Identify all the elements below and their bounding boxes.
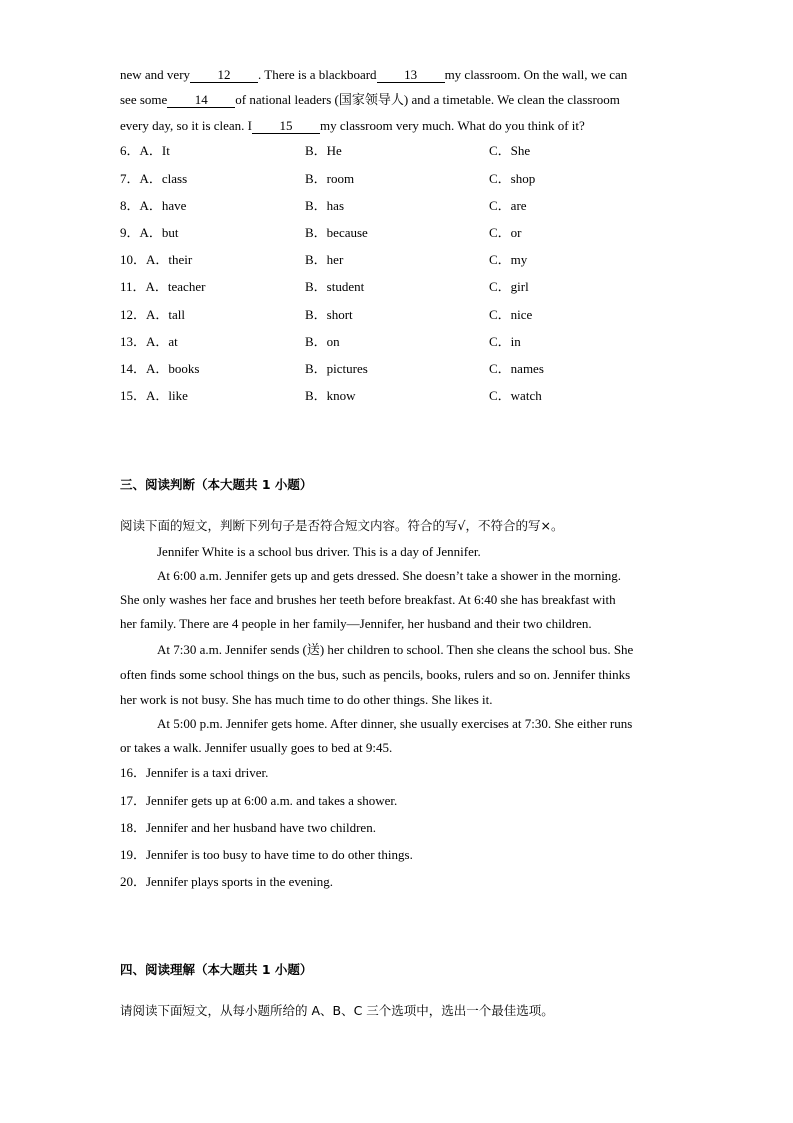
section-heading: 三、阅读判断（本大题共 1 小题） [120,477,313,492]
option-a: 9．A．but [120,225,179,240]
question-item: 18．Jennifer and her husband have two children. [120,820,376,835]
option-a: 13．A．at [120,334,178,349]
paragraph-line: Jennifer White is a school bus driver. This is a day of Jennifer. [157,544,481,559]
passage-line-2 [120,91,620,109]
paragraph-line: At 5:00 p.m. Jennifer gets home. After dinner, she usually exercises at 7:30. She either runs [157,716,633,731]
option-row [120,360,680,378]
option-row [120,224,680,242]
paragraph-line: her family. There are 4 people in her family—Jennifer, her husband and their two children. [120,616,592,631]
option-c: C．my [489,252,528,267]
question-item: 20．Jennifer plays sports in the evening. [120,874,334,889]
passage-text: new and very [120,67,191,82]
option-b: B．her [305,252,344,267]
option-c: C．She [489,143,531,158]
question-item: 19．Jennifer is too busy to have time to do other things. [120,847,413,862]
option-row [120,333,680,351]
blank-15: 15 [252,119,320,134]
option-a: 15．A．like [120,388,188,403]
option-row [120,387,680,405]
option-a: 8．A．have [120,198,187,213]
option-a: 10．A．their [120,252,193,267]
passage-line-3 [120,117,585,135]
passage-text: my classroom. On the wall, we can [444,67,628,82]
paragraph-line: her work is not busy. She has much time to do other things. She likes it. [120,692,493,707]
option-b: B．because [305,225,368,240]
option-c: C．shop [489,171,536,186]
option-row [120,306,680,324]
option-c: C．names [489,361,544,376]
passage-text: see some [120,92,168,107]
option-b: B．room [305,171,355,186]
option-b: B．pictures [305,361,368,376]
option-b: B．He [305,143,342,158]
section-instruction: 阅读下面的短文，判断下列句子是否符合短文内容。符合的写√，不符合的写×。 [120,518,564,533]
paragraph-line: often finds some school things on the bus, such as pencils, books, rulers and so on. Jennifer thinks [120,667,631,682]
option-c: C．are [489,198,527,213]
option-row [120,170,680,188]
passage-text: . There is a blackboard [258,67,377,82]
option-row [120,197,680,215]
passage-text: my classroom very much. What do you think of it? [320,118,585,133]
paragraph-line: At 6:00 a.m. Jennifer gets up and gets dressed. She doesn’t take a shower in the morning. [157,568,622,583]
blank-12: 12 [190,68,258,83]
option-a: 6．A．It [120,143,170,158]
blank-14: 14 [167,93,235,108]
passage-text: of national leaders (国家领导人) and a timetable. We clean the classroom [235,92,620,107]
option-row [120,251,680,269]
option-c: C．watch [489,388,542,403]
passage-text: every day, so it is clean. I [120,118,252,133]
option-row [120,142,680,160]
section-heading: 四、阅读理解（本大题共 1 小题） [120,962,313,977]
option-c: C．in [489,334,521,349]
option-b: B．has [305,198,345,213]
question-item: 17．Jennifer gets up at 6:00 a.m. and takes a shower. [120,793,398,808]
paragraph-line: She only washes her face and brushes her teeth before breakfast. At 6:40 she has breakfast with [120,592,616,607]
option-row [120,278,680,296]
option-b: B．on [305,334,340,349]
blank-13: 13 [377,68,445,83]
option-b: B．short [305,307,353,322]
option-a: 11．A．teacher [120,279,206,294]
option-c: C．nice [489,307,533,322]
option-b: B．student [305,279,365,294]
question-item: 16．Jennifer is a taxi driver. [120,765,269,780]
option-a: 12．A．tall [120,307,185,322]
option-c: C．or [489,225,522,240]
section-instruction: 请阅读下面短文，从每小题所给的 A、B、C 三个选项中，选出一个最佳选项。 [120,1003,554,1018]
option-b: B．know [305,388,356,403]
paragraph-line: or takes a walk. Jennifer usually goes to bed at 9:45. [120,740,393,755]
option-a: 7．A．class [120,171,188,186]
passage-line-1 [120,66,627,84]
option-c: C．girl [489,279,529,294]
option-a: 14．A．books [120,361,200,376]
paragraph-line: At 7:30 a.m. Jennifer sends (送) her children to school. Then she cleans the school bus. She [157,642,634,657]
